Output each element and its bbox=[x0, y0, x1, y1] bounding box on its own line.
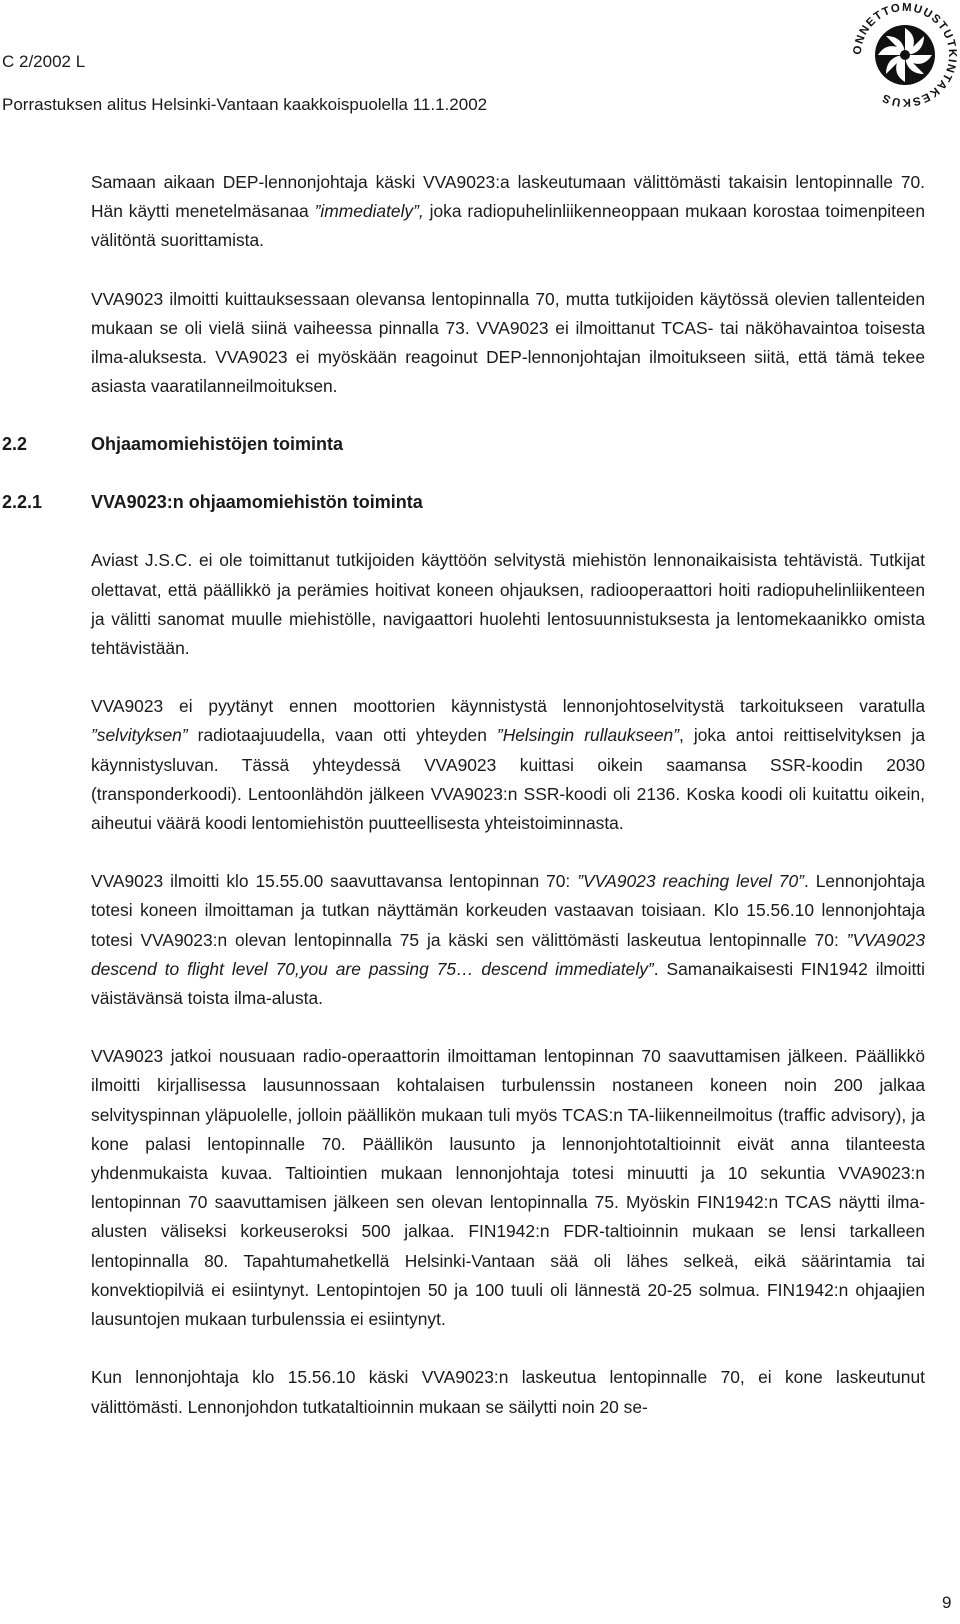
paragraph: VVA9023 ilmoitti klo 15.55.00 saavuttavansa lentopinnan 70: ”VVA9023 reaching level 70”. Lennonjohtaja totesi koneen ilmoittaman ja tutkan näyttämän korkeuden vastaavan toisiaan. Klo 15.56.10 lennonjohtaja totesi VVA9023:n olevan lentopinnalla 75 ja käski sen välittömästi laskeutua lentopinnalle 70: ”VVA9023 descend to flight level 70,you are passing 75… descend immediately”. Samanaikaisesti FIN1942 ilmoitti väistävänsä toista ilma-alusta. bbox=[91, 871, 925, 1009]
subsection-number: 2.2.1 bbox=[2, 492, 43, 513]
quoted-phrase: ”selvityksen” bbox=[91, 725, 188, 746]
paragraph: Kun lennonjohtaja klo 15.56.10 käski VVA9023:n laskeutua lentopinnalle 70, ei kone laskeutunut välittömästi. Lennonjohdon tutkataltioinnin mukaan se säilytti noin 20 se- bbox=[91, 1367, 925, 1417]
paragraph: Aviast J.S.C. ei ole toimittanut tutkijoiden käyttöön selvitystä miehistön lennonaikaisista tehtävistä. Tutkijat olettavat, että päällikkö ja perämies hoitivat koneen ohjauksen, radiooperaattori hoiti radiopuhelinliikenteen ja välitti sanomat muulle miehistölle, navigaattori huolehti lentosuunnistuksesta ja lentomekaanikko omista tehtävistään. bbox=[91, 550, 925, 659]
report-title: Porrastuksen alitus Helsinki-Vantaan kaakkoispuolella 11.1.2002 bbox=[2, 95, 488, 114]
quoted-phrase: ”immediately”, bbox=[314, 201, 424, 222]
quoted-phrase: ”Helsingin rullaukseen” bbox=[496, 725, 679, 746]
paragraph: Samaan aikaan DEP-lennonjohtaja käski VVA9023:a laskeutumaan välittömästi takaisin lentopinnalle 70. Hän käytti menetelmäsanaa ”immediately”, joka radiopuhelinliikenneoppaan mukaan korostaa toimenpiteen välitöntä suorittamista. bbox=[91, 172, 925, 251]
section-title: Ohjaamomiehistöjen toiminta bbox=[91, 434, 344, 455]
accident-investigation-board-seal-icon bbox=[850, 0, 960, 110]
quoted-phrase: ”VVA9023 reaching level 70” bbox=[577, 871, 804, 892]
paragraph: VVA9023 jatkoi nousuaan radio-operaattorin ilmoittaman lentopinnan 70 saavuttamisen jälkeen. Päällikkö ilmoitti kirjallisessa lausunnossaan kohtalaisen turbulenssin nostaneen koneen noin 200 jalkaa selvityspinnan yläpuolelle, jolloin päällikön mukaan tuli myös TCAS:n TA-liikenneilmoitus (traffic advisory), ja kone palasi lentopinnalle 70. Päällikön lausunto ja lennonjohtotaltioinnit eivät anna tilanteesta yhdenmukaista kuvaa. Taltiointien mukaan lennonjohtaja totesi minuutti ja 10 sekuntia VVA9023:n lentopinnan 70 saavuttamisen jälkeen sen olevan lentopinnalla 75. Myöskin FIN1942:n TCAS näytti ilma-alusten väliseksi korkeuseroksi 500 jalkaa. FIN1942:n FDR-taltioinnin mukaan se lensi tarkalleen lentopinnalla 80. Tapahtumahetkellä Helsinki-Vantaan sää oli lähes selkeä, eikä säärintamia tai konvektiopilviä ei esiintynyt. Lentopintojen 50 ja 100 tuuli oli lännestä 20-25 solmua. FIN1942:n ohjaajien lausuntojen mukaan turbulenssia ei esiintynyt. bbox=[91, 1046, 925, 1330]
paragraph: VVA9023 ei pyytänyt ennen moottorien käynnistystä lennonjohtoselvitystä tarkoitukseen varatulla ”selvityksen” radiotaajuudella, vaan otti yhteyden ”Helsingin rullaukseen”, joka antoi reittiselvityksen ja käynnistysluvan. Tässä yhteydessä VVA9023 kuittasi oikein saamansa SSR-koodin 2030 (transponderkoodi). Lentoonlähdön jälkeen VVA9023:n SSR-koodi oli 2136. Koska koodi oli kuitattu oikein, aiheutui väärä koodi lentomiehistön puutteellisesta yhteistoiminnasta. bbox=[91, 696, 925, 834]
quoted-phrase: ”VVA9023 descend to flight level 70,you are passing 75… descend immediately” bbox=[91, 929, 925, 979]
subsection-title: VVA9023:n ohjaamomiehistön toiminta bbox=[91, 492, 423, 513]
report-code: C 2/2002 L bbox=[2, 52, 86, 71]
paragraph: VVA9023 ilmoitti kuittauksessaan olevansa lentopinnalla 70, mutta tutkijoiden käytössä olevien tallenteiden mukaan se oli vielä siinä vaiheessa pinnalla 73. VVA9023 ei ilmoittanut TCAS- tai näköhavaintoa toisesta ilma-aluksesta. VVA9023 ei myöskään reagoinut DEP-lennonjohtajan ilmoitukseen siitä, että tämä tekee asiasta vaaratilanneilmoituksen. bbox=[91, 288, 925, 397]
logo-text: ONNETTOMUUSTUTKINTAKESKUS bbox=[851, 1, 959, 109]
subsection-heading bbox=[2, 488, 925, 517]
body-text bbox=[2, 168, 925, 1422]
page-number: 9 bbox=[942, 1593, 952, 1612]
section-heading bbox=[2, 430, 925, 459]
section-number: 2.2 bbox=[2, 434, 28, 455]
